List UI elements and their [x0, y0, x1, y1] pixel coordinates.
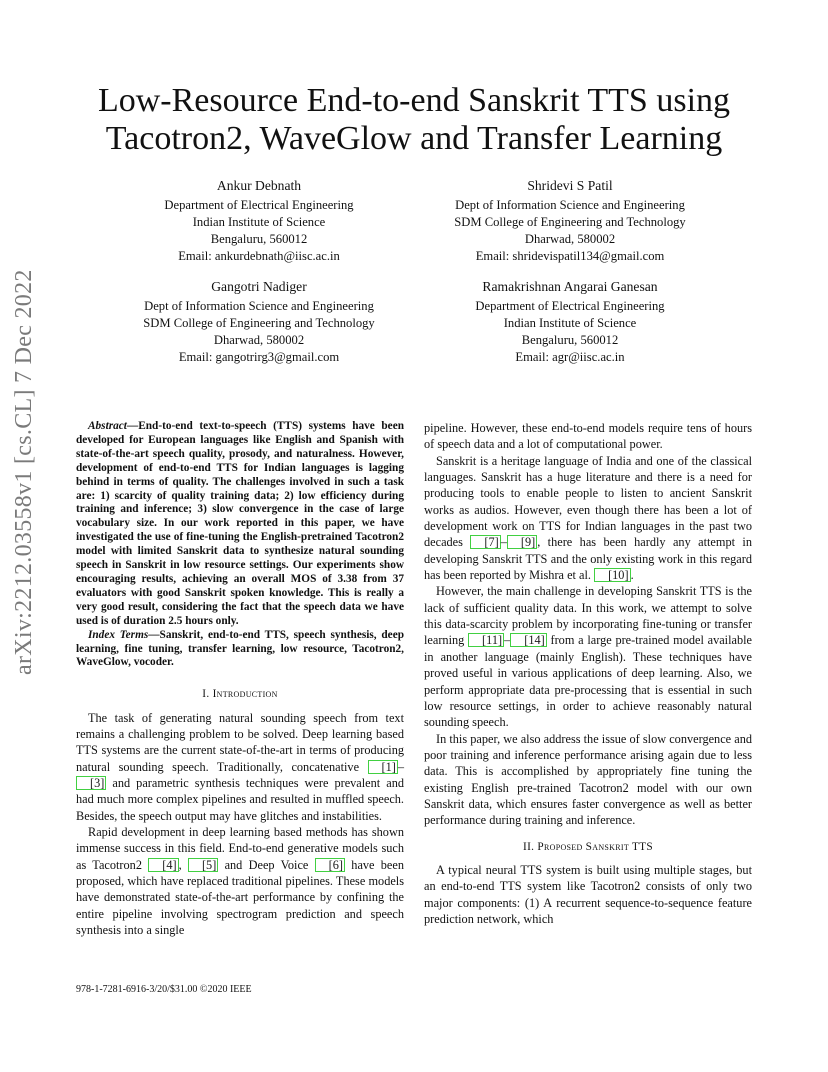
paper-title: Low-Resource End-to-end Sanskrit TTS using Tacotron2, WaveGlow and Transfer Learning [97, 82, 731, 157]
intro-paragraph-1 [76, 710, 404, 824]
index-terms [76, 629, 404, 671]
author-address: Bengaluru, 560012 [210, 232, 308, 246]
author-block-3 [94, 278, 424, 366]
text-run: The task of generating natural sounding speech from text remains a challenging problem to be solved. Deep learning based TTS systems are the current state-of-the-art in terms of producing natural sounding speech. Traditionally, concatenative [76, 710, 404, 774]
author-affiliation: SDM College of Engineering and Technology [143, 316, 375, 330]
author-name: Gangotri Nadiger [211, 279, 307, 294]
text-run: Rapid development in deep learning based methods has shown immense success in this field. End-to-end generative models such as Tacotron2 [76, 825, 404, 872]
text-run: – [500, 535, 507, 550]
author-email: Email: agr@iisc.ac.in [515, 350, 625, 364]
text-run: , [178, 857, 188, 872]
author-email: Email: shridevispatil134@gmail.com [475, 249, 665, 263]
text-run: However, the main challenge in developing Sanskrit TTS is the lack of sufficient quality data. In this work, we attempt to solve this data-scarcity problem by incorporating fine-tuning or transfer learning [424, 584, 752, 648]
author-address: Dharwad, 580002 [524, 232, 616, 246]
citation-link[interactable]: [9] [507, 535, 537, 549]
author-name: Ankur Debnath [216, 178, 302, 193]
text-run: . [630, 568, 634, 583]
author-block-4 [405, 278, 735, 366]
author-affiliation: Department of Electrical Engineering [475, 299, 665, 313]
intro-paragraph-3 [424, 453, 752, 584]
citation-link[interactable]: [1] [368, 760, 398, 774]
index-terms-lead: Index Terms [88, 628, 149, 641]
author-name: Shridevi S Patil [527, 178, 613, 193]
abstract [76, 420, 404, 629]
author-name: Ramakrishnan Angarai Ganesan [482, 279, 658, 294]
intro-paragraph-4 [424, 583, 752, 730]
author-affiliation: Dept of Information Science and Engineering [144, 299, 374, 313]
text-run: – [397, 759, 404, 774]
index-terms-body: —Sanskrit, end-to-end TTS, speech synthesis, deep learning, fine tuning, transfer learning, low resource, Tacotron2, WaveGlow, vocoder. [76, 628, 404, 669]
text-run: Sanskrit is a heritage language of India and one of the classical languages. Sanskrit has a huge literature and there is a need for producing tools to enable people to listen to ancient Sanskrit works as audios. However, even though there has been a lot of development work on TTS for Indian languages in the past two decades [424, 453, 752, 550]
author-address: Bengaluru, 560012 [521, 333, 619, 347]
author-email: Email: gangotrirg3@gmail.com [178, 350, 340, 364]
right-column [424, 420, 752, 927]
section-heading-proposed: II. Proposed Sanskrit TTS [523, 840, 653, 853]
citation-link[interactable]: [3] [76, 776, 106, 790]
text-run: have been proposed, which have replaced traditional pipelines. These models have demonstrated state-of-the-art performance by confining the entire pipeline involving spectrogram prediction and speech synthesis into a single [76, 857, 404, 938]
intro-paragraph-2-continued: pipeline. However, these end-to-end models require tens of hours of speech data and a lot of computational power. [424, 421, 752, 452]
author-affiliation: Indian Institute of Science [503, 316, 637, 330]
text-run: , there has been hardly any attempt in developing Sanskrit TTS and the only existing work in this regard has been reported by Mishra et al. [424, 535, 752, 583]
abstract-lead: Abstract [88, 420, 127, 432]
citation-link[interactable]: [11] [468, 633, 504, 647]
citation-link[interactable]: [5] [188, 858, 218, 872]
author-block-1 [94, 177, 424, 265]
author-address: Dharwad, 580002 [213, 333, 305, 347]
author-email: Email: ankurdebnath@iisc.ac.in [178, 249, 340, 263]
text-run: from a large pre-trained model available in another language (mainly English). These techniques have proved useful in various applications of deep learning. Also, we perform appropriate data pre-processing that is essential in such low resource settings, in order to achieve reasonably natural sounding speech. [424, 633, 752, 730]
arxiv-identifier-stamp: arXiv:2212.03558v1 [cs.CL] 7 Dec 2022 [11, 269, 37, 675]
author-affiliation: SDM College of Engineering and Technology [454, 215, 686, 229]
citation-link[interactable]: [10] [594, 568, 631, 582]
abstract-body: —End-to-end text-to-speech (TTS) systems have been developed for European languages like English and Spanish with state-of-the-art speech quality, prosody, and naturalness. However, development of end-to-end TTS for Indian languages is lagging behind in terms of quality. The challenges involved in such a task are: 1) scarcity of quality training data; 2) low efficiency during training and inference; 3) slow convergence in the case of large vocabulary size. In our work reported in this paper, we have investigated the use of fine-tuning the English-pretrained Tacotron2 model with limited Sanskrit data to synthesize natural sounding speech in Sanskrit in low resource settings. Our experiments show encouraging results, achieving an overall MOS of 3.38 from 37 evaluators with good Sanskrit spoken knowledge. This is really a very good result, considering the fact that the speech data we have used is of duration 2.5 hours only. [76, 420, 404, 627]
intro-paragraph-2 [76, 824, 404, 938]
citation-link[interactable]: [4] [148, 858, 178, 872]
citation-link[interactable]: [6] [315, 858, 345, 872]
text-run: and Deep Voice [218, 857, 315, 872]
author-affiliation: Dept of Information Science and Engineering [455, 198, 685, 212]
author-affiliation: Department of Electrical Engineering [164, 198, 354, 212]
citation-link[interactable]: [7] [470, 535, 500, 549]
author-block-2 [405, 177, 735, 265]
author-affiliation: Indian Institute of Science [192, 215, 326, 229]
left-column [76, 420, 404, 938]
proposed-paragraph-1: A typical neural TTS system is built using multiple stages, but an end-to-end TTS system like Tacotron2 consists of only two major components: (1) A recurrent sequence-to-sequence feature prediction network, which [424, 862, 752, 926]
section-heading-introduction: I. Introduction [202, 688, 278, 701]
citation-link[interactable]: [14] [510, 633, 547, 647]
text-run: and parametric synthesis techniques were prevalent and had much more complex pipelines and resulted in muffled speech. Besides, the speech output may have glitches and instabilities. [76, 776, 404, 823]
intro-paragraph-5: In this paper, we also address the issue of slow convergence and poor training and inference performance arising again due to less data. This is accomplished by appropriately fine tuning the existing English pre-trained Tacotron2 model with our own Sanskrit data, which ensures faster convergence as well as better performance during training and inference. [424, 731, 752, 828]
text-run: – [504, 633, 511, 648]
copyright-footer: 978-1-7281-6916-3/20/$31.00 ©2020 IEEE [76, 984, 252, 995]
